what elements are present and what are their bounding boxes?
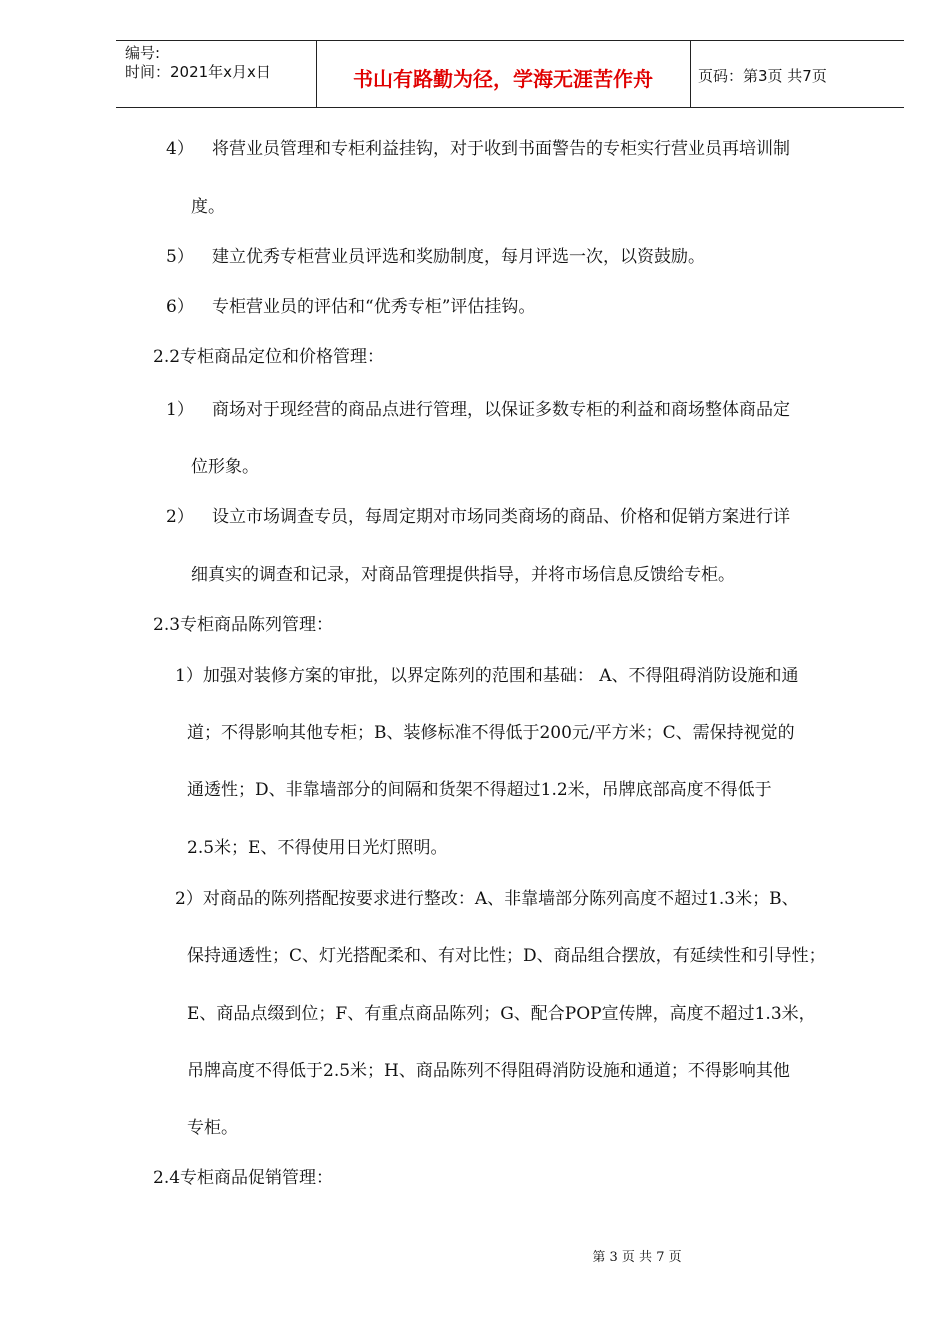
item-4-number: 4）: [166, 139, 194, 159]
item-6-number: 6）: [166, 297, 194, 317]
item-5-number: 5）: [166, 247, 194, 267]
s23-item-2-line-5: 专柜。: [187, 1118, 238, 1138]
header-page-cell: [690, 41, 904, 107]
s23-item-1-line-3: 通透性；D、非靠墙部分的间隔和货架不得超过1.2米，吊牌底部高度不得低于: [187, 780, 772, 800]
section-2-3-heading: 2.3专柜商品陈列管理：: [153, 615, 334, 635]
item-5-text: 建立优秀专柜营业员评选和奖励制度，每月评选一次，以资鼓励。: [212, 247, 705, 267]
s22-item-1-continuation: 位形象。: [191, 457, 259, 477]
s23-item-2-line-4: 吊牌高度不得低于2.5米；H、商品陈列不得阻碍消防设施和通道；不得影响其他: [187, 1061, 790, 1081]
section-2-4-heading: 2.4专柜商品促销管理：: [153, 1168, 334, 1188]
s23-item-2-line-3: E、商品点缀到位；F、有重点商品陈列；G、配合POP宣传牌，高度不超过1.3米，: [187, 1004, 816, 1024]
item-4-continuation: 度。: [191, 197, 225, 217]
section-2-2-heading: 2.2专柜商品定位和价格管理：: [153, 347, 385, 367]
s23-item-1-line-2: 道；不得影响其他专柜；B、装修标准不得低于200元/平方米；C、需保持视觉的: [187, 723, 795, 743]
s22-item-2-text: 设立市场调查专员，每周定期对市场同类商场的商品、价格和促销方案进行详: [212, 507, 790, 527]
s23-item-1-line-4: 2.5米；E、不得使用日光灯照明。: [187, 838, 448, 858]
s22-item-2-continuation: 细真实的调查和记录，对商品管理提供指导，并将市场信息反馈给专柜。: [191, 565, 735, 585]
page-footer: [0, 1246, 950, 1265]
header-motto-cell: [316, 41, 691, 107]
s22-item-1-number: 1）: [166, 400, 194, 420]
s23-item-2-line-1: 2）对商品的陈列搭配按要求进行整改：A、非靠墙部分陈列高度不超过1.3米；B、: [175, 889, 799, 909]
footer-page-number: 第 3 页 共 7 页: [592, 1250, 682, 1265]
serial-label: 编号:: [125, 44, 161, 62]
time-label: 时间：2021年x月x日: [125, 63, 271, 81]
header-page-label: 页码：第3页 共7页: [698, 67, 827, 85]
item-4-text: 将营业员管理和专柜利益挂钩，对于收到书面警告的专柜实行营业员再培训制: [212, 139, 790, 159]
s22-item-2-number: 2）: [166, 507, 194, 527]
s23-item-1-line-1: 1）加强对装修方案的审批，以界定陈列的范围和基础： A、不得阻碍消防设施和通: [175, 666, 799, 686]
page-header: [116, 40, 904, 108]
s22-item-1-text: 商场对于现经营的商品点进行管理，以保证多数专柜的利益和商场整体商品定: [212, 400, 790, 420]
s23-item-2-line-2: 保持通透性；C、灯光搭配柔和、有对比性；D、商品组合摆放，有延续性和引导性；: [187, 946, 826, 966]
item-6-text: 专柜营业员的评估和“优秀专柜”评估挂钩。: [212, 297, 536, 317]
motto-text: 书山有路勤为径，学海无涯苦作舟: [353, 67, 653, 91]
header-meta-cell: [116, 41, 317, 107]
